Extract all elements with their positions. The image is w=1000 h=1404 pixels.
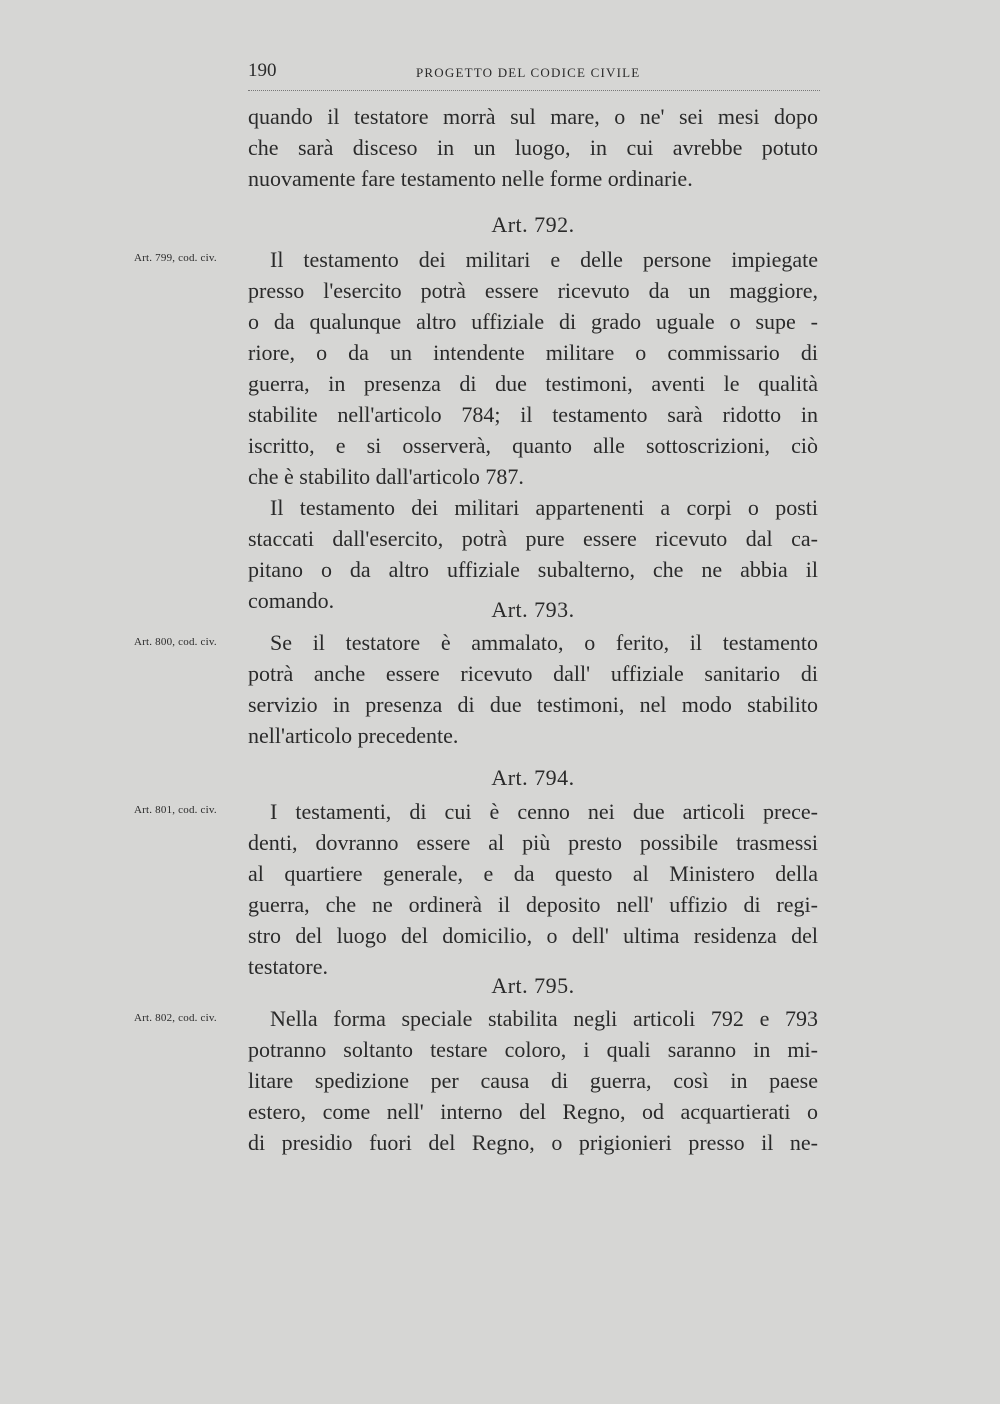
margin-reference-794: Art. 801, cod. civ. [134, 804, 217, 816]
page-header [248, 60, 816, 86]
header-rule [248, 90, 820, 91]
text-line: staccati dall'esercito, potrà pure essere ricevuto dal ca- [248, 526, 818, 551]
text-line: stro del luogo del domicilio, o dell' ultima residenza del [248, 923, 818, 948]
article-794-body [248, 796, 818, 982]
text-line: litare spedizione per causa di guerra, così in paese [248, 1068, 818, 1093]
text-line: di presidio fuori del Regno, o prigionieri presso il ne- [248, 1130, 818, 1155]
text-line: Il testamento dei militari e delle persone impiegate [270, 247, 818, 272]
text-line: al quartiere generale, e da questo al Ministero della [248, 861, 818, 886]
text-line: o da qualunque altro uffiziale di grado uguale o supe - [248, 309, 818, 334]
article-792-title: Art. 792. [491, 212, 575, 237]
text-line: riore, o da un intendente militare o commissario di [248, 340, 818, 365]
text-line: Se il testatore è ammalato, o ferito, il testamento [270, 630, 818, 655]
text-line: potrà anche essere ricevuto dall' uffiziale sanitario di [248, 661, 818, 686]
text-line: che è stabilito dall'articolo 787. [248, 464, 524, 489]
text-line: comando. [248, 588, 335, 613]
text-line: nuovamente fare testamento nelle forme ordinarie. [248, 166, 693, 191]
article-793-title: Art. 793. [491, 597, 575, 622]
text-line: potranno soltanto testare coloro, i quali saranno in mi- [248, 1037, 818, 1062]
text-line: Nella forma speciale stabilita negli articoli 792 e 793 [270, 1006, 818, 1031]
text-line: estero, come nell' interno del Regno, od acquartierati o [248, 1099, 818, 1124]
text-line: presso l'esercito potrà essere ricevuto da un maggiore, [248, 278, 818, 303]
text-line: denti, dovranno essere al più presto possibile trasmessi [248, 830, 818, 855]
article-792-body [248, 244, 818, 616]
text-line: quando il testatore morrà sul mare, o ne' sei mesi dopo [248, 104, 818, 129]
text-line: che sarà disceso in un luogo, in cui avrebbe potuto [248, 135, 818, 160]
text-line: iscritto, e si osserverà, quanto alle sottoscrizioni, ciò [248, 433, 818, 458]
article-793-body [248, 627, 818, 751]
text-line: I testamenti, di cui è cenno nei due articoli prece- [270, 799, 818, 824]
text-line: Il testamento dei militari appartenenti a corpi o posti [270, 495, 818, 520]
text-line: stabilite nell'articolo 784; il testamento sarà ridotto in [248, 402, 818, 427]
text-line: pitano o da altro uffiziale subalterno, che ne abbia il [248, 557, 818, 582]
article-795-body [248, 1003, 818, 1158]
page-number: 190 [248, 60, 277, 81]
running-title: PROGETTO DEL CODICE CIVILE [416, 65, 641, 80]
text-line: testatore. [248, 954, 329, 979]
text-line: servizio in presenza di due testimoni, nel modo stabilito [248, 692, 818, 717]
margin-reference-793: Art. 800, cod. civ. [134, 636, 217, 648]
margin-reference-795: Art. 802, cod. civ. [134, 1012, 217, 1024]
text-line: guerra, in presenza di due testimoni, aventi le qualità [248, 371, 818, 396]
text-line: nell'articolo precedente. [248, 723, 459, 748]
article-794-title: Art. 794. [491, 765, 575, 790]
article-795-title: Art. 795. [491, 973, 575, 998]
intro-paragraph [248, 101, 818, 194]
text-line: guerra, che ne ordinerà il deposito nell' uffizio di regi- [248, 892, 818, 917]
margin-reference-792: Art. 799, cod. civ. [134, 252, 217, 264]
